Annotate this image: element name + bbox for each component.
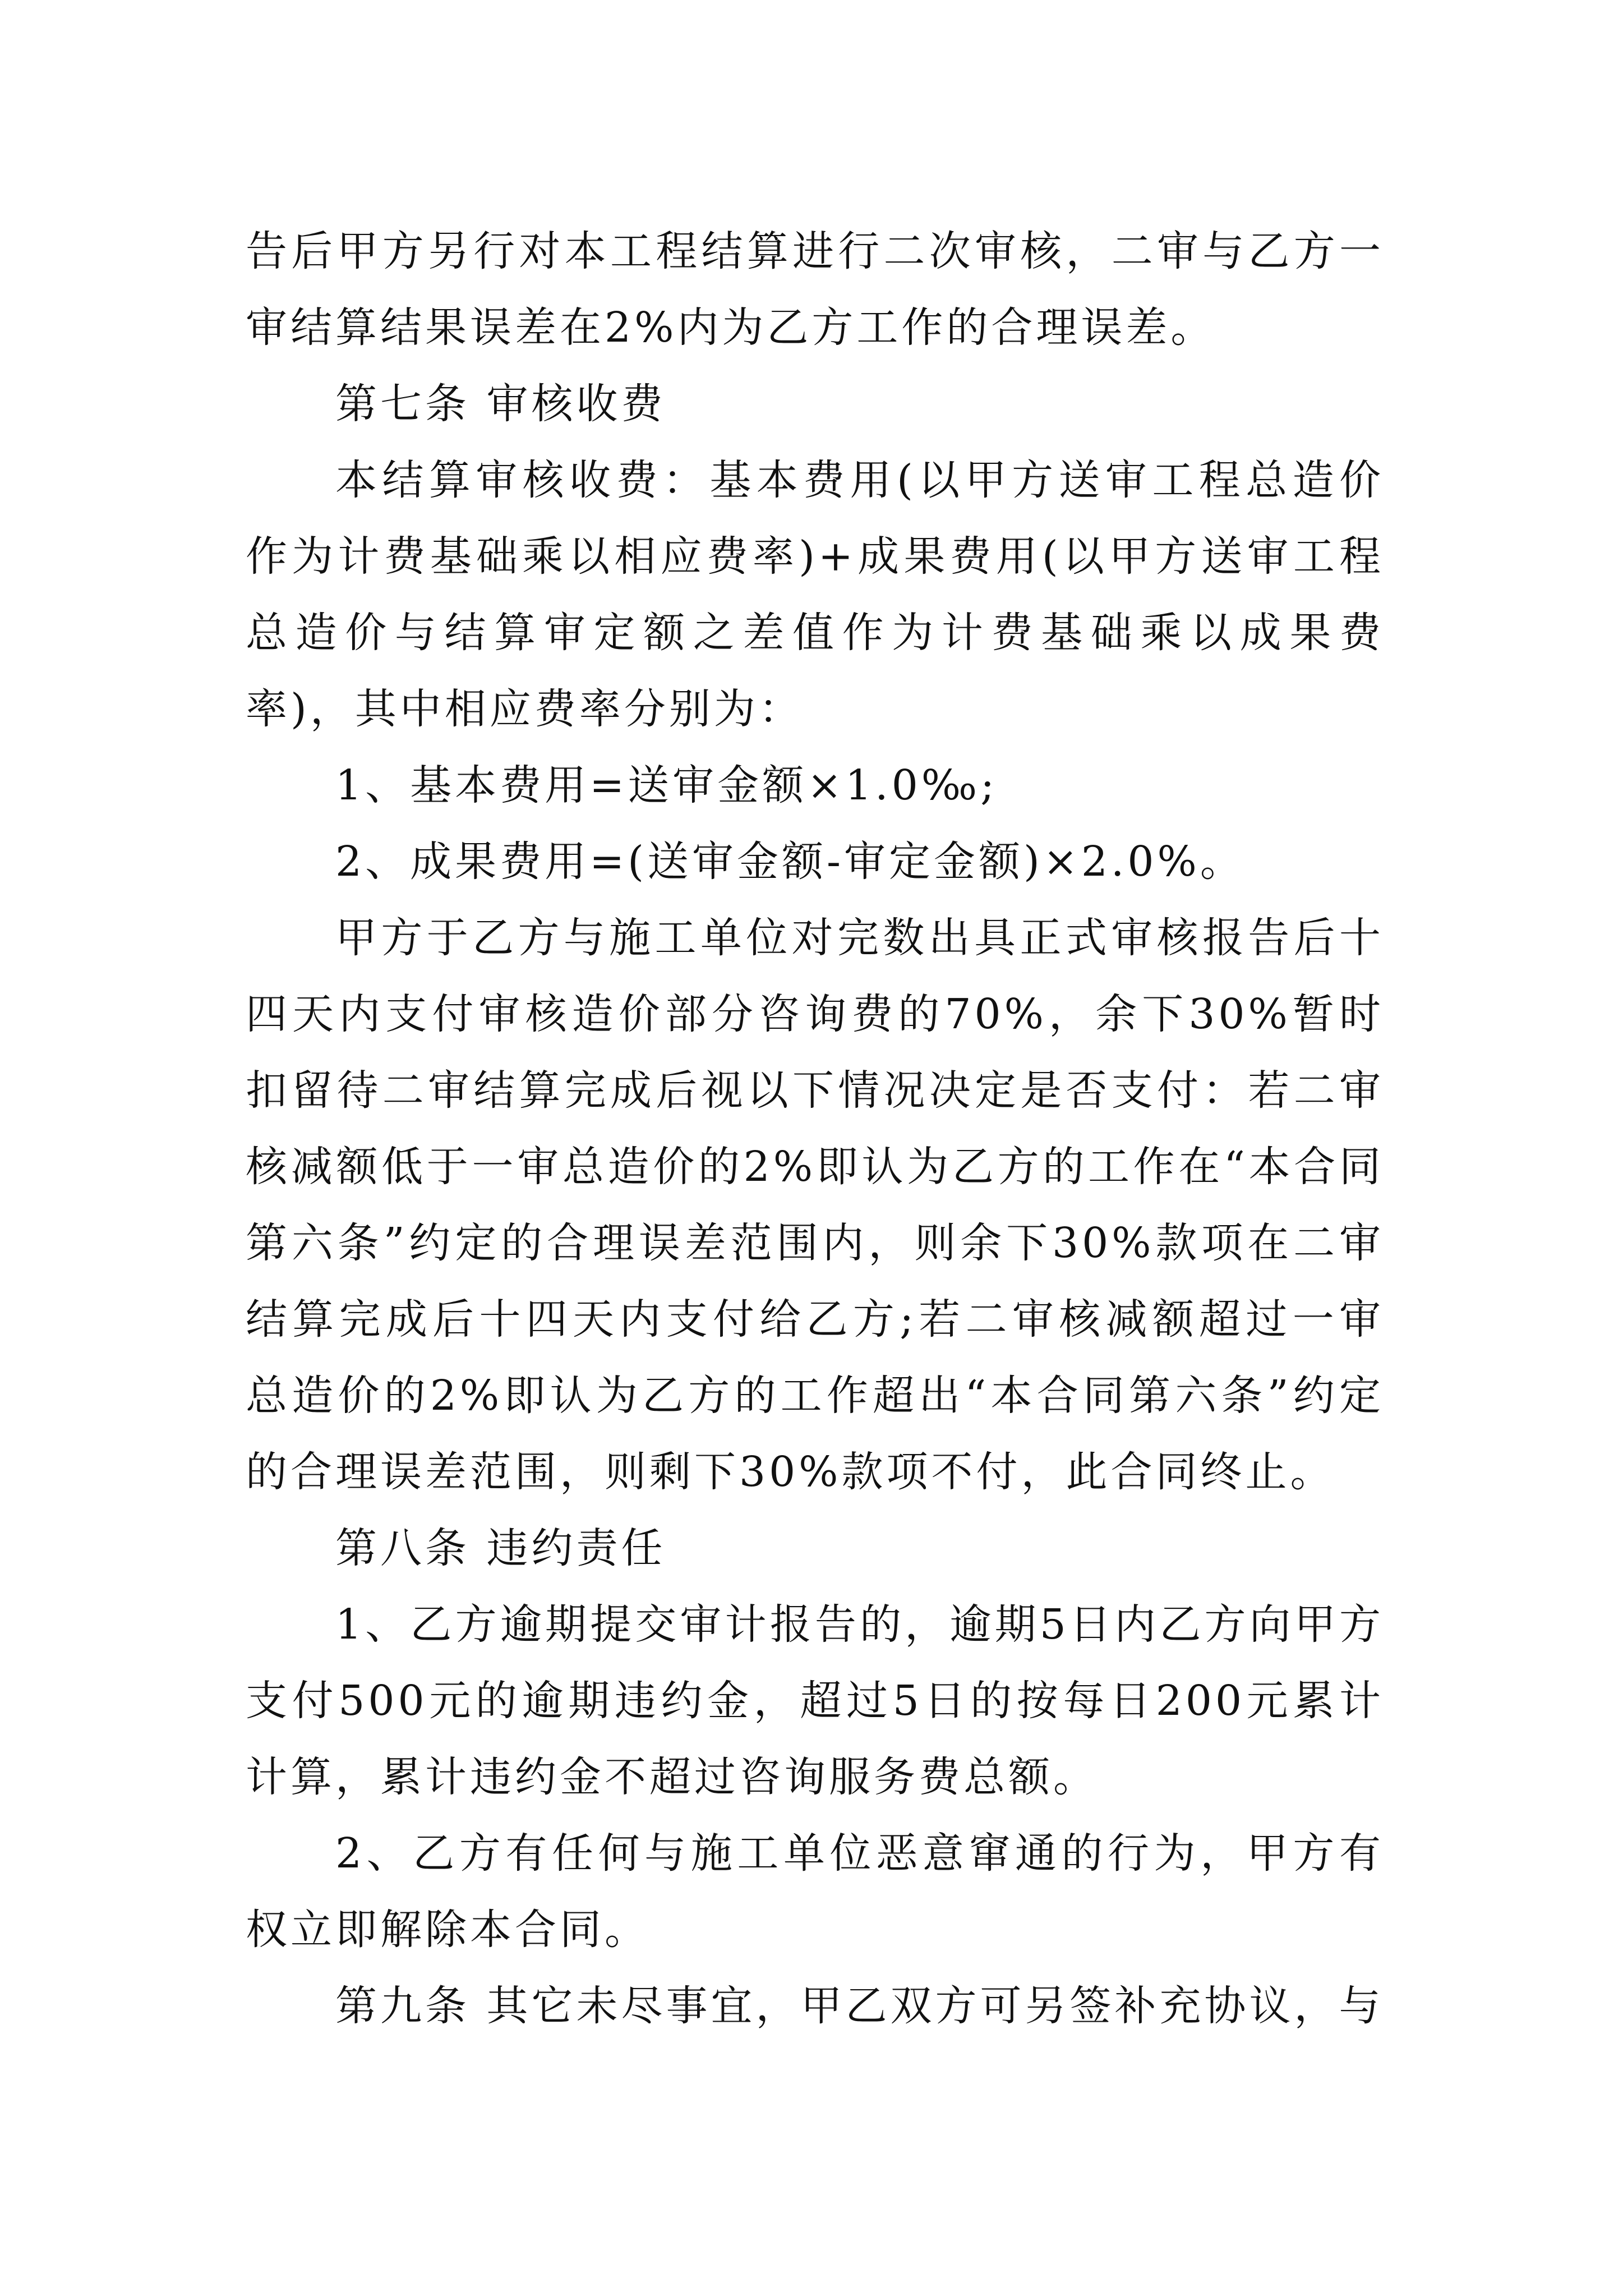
list-item-late-penalty: 1、乙方逾期提交审计报告的，逾期5日内乙方向甲方支付500元的逾期违约金，超过5日的按每日200元累计计算，累计违约金不超过咨询服务费总额。: [246, 1600, 1384, 1801]
section-heading-article-7: 第七条 审核收费: [335, 380, 666, 428]
list-item-collusion-termination: 2、乙方有任何与施工单位恶意窜通的行为，甲方有权立即解除本合同。: [246, 1829, 1384, 1954]
document-body: [246, 213, 1384, 2044]
paragraph-continuation: 告后甲方另行对本工程结算进行二次审核，二审与乙方一审结算结果误差在2%内为乙方工作的合理误差。: [246, 227, 1384, 352]
list-item-basic-fee: 1、基本费用=送审金额×1.0‰;: [335, 761, 998, 809]
paragraph-article-9: 第九条 其它未尽事宜，甲乙双方可另签补充协议，与: [335, 1982, 1384, 2030]
paragraph-fee-description: 本结算审核收费：基本费用(以甲方送审工程总造价作为计费基础乘以相应费率)+成果费用(以甲方送审工程总造价与结算审定额之差值作为计费基础乘以成果费率)，其中相应费率分别为：: [246, 456, 1384, 733]
paragraph-payment-terms: 甲方于乙方与施工单位对完数出具正式审核报告后十四天内支付审核造价部分咨询费的70%，余下30%暂时扣留待二审结算完成后视以下情况决定是否支付：若二审核减额低于一审总造价的2%即认为乙方的工作在“本合同第六条”约定的合理误差范围内，则余下30%款项在二审结算完成后十四天内支付给乙方;若二审核减额超过一审总造价的2%即认为乙方的工作超出“本合同第六条”约定的合理误差范围，则剩下30%款项不付，此合同终止。: [246, 914, 1384, 1496]
list-item-result-fee: 2、成果费用=(送审金额-审定金额)×2.0%。: [335, 838, 1245, 886]
section-heading-article-8: 第八条 违约责任: [335, 1524, 666, 1572]
